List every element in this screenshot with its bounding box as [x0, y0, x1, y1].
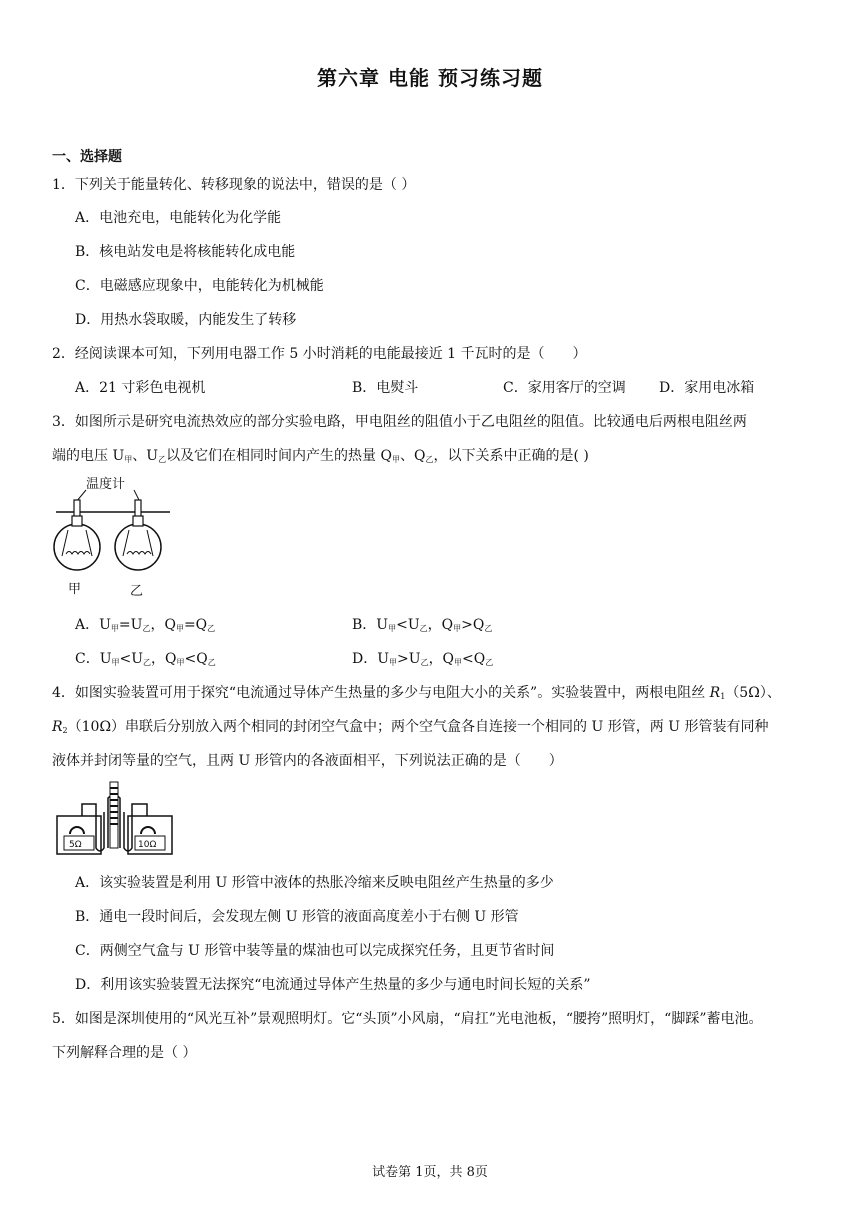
resistor-label-10: 10Ω: [138, 840, 157, 850]
question-1-option-c: C．电磁感应现象中，电能转化为机械能: [75, 278, 324, 294]
resistor-label-5: 5Ω: [69, 840, 82, 850]
figure-label-jia: 甲: [68, 582, 82, 597]
question-1-option-a: A．电池充电，电能转化为化学能: [75, 210, 282, 226]
figure-label-thermometer: 温度计: [86, 477, 126, 492]
question-2-option-d: D．家用电冰箱: [659, 380, 755, 396]
page-footer: 试卷第 1页，共 8页: [372, 1165, 488, 1180]
question-4-stem-line3: 液体并封闭等量的空气，且两 U 形管内的各液面相平，下列说法正确的是（ ）: [52, 753, 563, 769]
thermometer-flasks-figure: [48, 472, 173, 600]
question-4-option-c: C．两侧空气盒与 U 形管中装等量的煤油也可以完成探究任务，且更节省时间: [75, 943, 555, 959]
question-3-stem-line2: 端的电压 $U_甲$、$U_乙$以及它们在相同时间内产生的热量 $Q_甲$、$Q_乙$，以下关系中正确的是( ): [52, 448, 589, 464]
question-5-stem-line2: 下列解释合理的是（ ）: [52, 1045, 197, 1061]
question-2-option-a: A．21 寸彩色电视机: [75, 380, 206, 396]
question-2-stem: 2．经阅读课本可知，下列用电器工作 5 小时消耗的电能最接近 1 千瓦时的是（ ）: [52, 346, 587, 362]
question-3-option-d: D．$U_甲>U_乙$，$Q_甲<Q_乙$: [352, 651, 494, 667]
question-3-stem-line1: 3．如图所示是研究电流热效应的部分实验电路，甲电阻丝的阻值小于乙电阻丝的阻值。比较通电后两根电阻丝两: [52, 414, 747, 430]
question-4-option-b: B．通电一段时间后，会发现左侧 U 形管的液面高度差小于右侧 U 形管: [75, 909, 519, 925]
question-3-option-a: A．$U_甲=U_乙$，$Q_甲=Q_乙$: [75, 617, 216, 633]
question-1-stem: 1．下列关于能量转化、转移现象的说法中，错误的是（ ）: [52, 177, 416, 193]
question-3-option-c: C．$U_甲<U_乙$，$Q_甲<Q_乙$: [75, 651, 216, 667]
question-4-stem-line1: 4．如图实验装置可用于探究“电流通过导体产生热量的多少与电阻大小的关系”。实验装置中，两根电阻丝 $R_1(5\Omega)$、: [52, 685, 781, 701]
section-heading: 一、选择题: [52, 149, 122, 165]
question-1-option-d: D．用热水袋取暖，内能发生了转移: [75, 312, 297, 328]
question-3-option-b: B．$U_甲<U_乙$，$Q_甲>Q_乙$: [352, 617, 493, 633]
page-title: 第六章 电能 预习练习题: [317, 66, 543, 90]
question-5-stem-line1: 5．如图是深圳使用的“风光互补”景观照明灯。它“头顶”小风扇，“肩扛”光电池板，“腰挎”照明灯，“脚踩”蓄电池。: [52, 1011, 763, 1027]
question-4-stem-line2: $R_2(10\Omega)$串联后分别放入两个相同的封闭空气盒中；两个空气盒各自连接一个相同的 U 形管，两 U 形管装有同种: [52, 719, 769, 735]
question-4-option-d: D．利用该实验装置无法探究“电流通过导体产生热量的多少与通电时间长短的关系”: [75, 977, 591, 993]
question-2-option-c: C．家用客厅的空调: [503, 380, 626, 396]
u-tube-apparatus-figure: [52, 778, 177, 858]
question-2-option-b: B．电熨斗: [352, 380, 419, 396]
question-1-option-b: B．核电站发电是将核能转化成电能: [75, 244, 296, 260]
figure-label-yi: 乙: [130, 584, 144, 599]
question-4-option-a: A．该实验装置是利用 U 形管中液体的热胀冷缩来反映电阻丝产生热量的多少: [75, 875, 554, 891]
